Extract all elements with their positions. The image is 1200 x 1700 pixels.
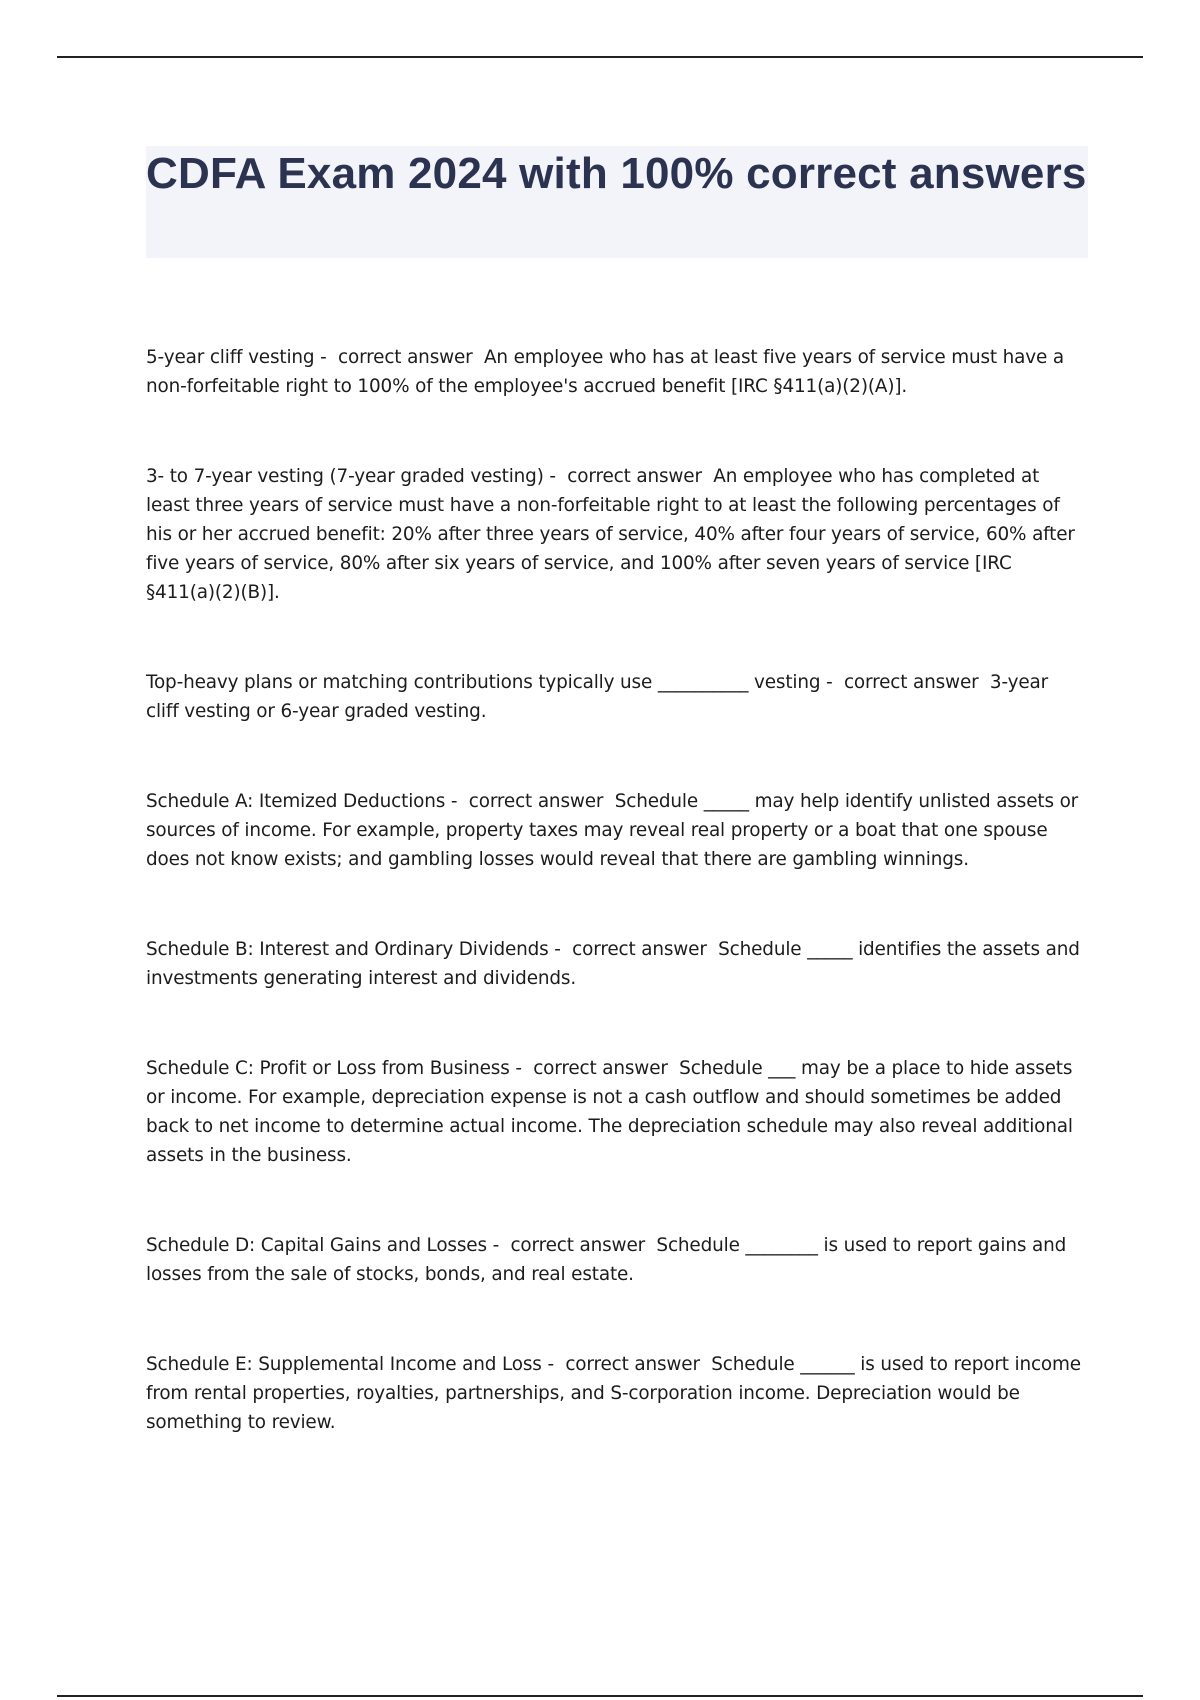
question-text: Schedule C: Profit or Loss from Business [146, 1058, 510, 1079]
qa-item [146, 787, 1086, 874]
question-text: Schedule A: Itemized Deductions [146, 791, 446, 812]
answer-separator: - correct answer [820, 672, 990, 693]
answer-text: Schedule _____ identifies the assets and investments generating interest and dividends. [146, 939, 1080, 989]
qa-item [146, 343, 1086, 401]
answer-separator: - correct answer [548, 939, 719, 960]
question-text: Schedule D: Capital Gains and Losses [146, 1235, 487, 1256]
answer-text: 3-year cliff vesting or 6-year graded vesting. [146, 672, 1049, 722]
qa-item [146, 668, 1086, 726]
answer-separator: - correct answer [445, 791, 615, 812]
title-banner [146, 146, 1088, 258]
answer-text: Schedule ______ is used to report income from rental properties, royalties, partnerships, and S-corporation income. Depreciation would be something to review. [146, 1354, 1081, 1433]
answer-text: Schedule _____ may help identify unlisted assets or sources of income. For example, property taxes may reveal real property or a boat that one spouse does not know exists; and gambling losses would reveal that there are gambling winnings. [146, 791, 1079, 870]
answer-text: An employee who has at least five years of service must have a non-forfeitable right to 100% of the employee's accrued benefit [IRC §411(a)(2)(A)]. [146, 347, 1065, 397]
qa-item [146, 1350, 1086, 1437]
question-text: Schedule E: Supplemental Income and Loss [146, 1354, 542, 1375]
top-rule [57, 56, 1143, 58]
qa-list [146, 343, 1086, 1437]
answer-text: Schedule ________ is used to report gains and losses from the sale of stocks, bonds, and real estate. [146, 1235, 1067, 1285]
answer-separator: - correct answer [541, 1354, 712, 1375]
question-text: Schedule B: Interest and Ordinary Dividends [146, 939, 549, 960]
qa-item [146, 462, 1086, 607]
question-text: Top-heavy plans or matching contributions typically use __________ vesting [146, 672, 821, 693]
answer-separator: - correct answer [314, 347, 484, 368]
answer-separator: - correct answer [543, 466, 714, 487]
bottom-rule [57, 1695, 1143, 1697]
answer-text: Schedule ___ may be a place to hide assets or income. For example, depreciation expense is not a cash outflow and should sometimes be added back to net income to determine actual income. The depreciation schedule may also reveal additional assets in the business. [146, 1058, 1073, 1166]
answer-separator: - correct answer [509, 1058, 680, 1079]
qa-item [146, 1231, 1086, 1289]
answer-separator: - correct answer [486, 1235, 657, 1256]
document-title: CDFA Exam 2024 with 100% correct answers [146, 149, 1087, 198]
qa-item [146, 935, 1086, 993]
answer-text: An employee who has completed at least three years of service must have a non-forfeitable right to at least the following percentages of his or her accrued benefit: 20% after three years of service, 40% after four years of service, 60% after five years of service, 80% after six years of service, and 100% after seven years of service [IRC §411(a)(2)(B)]. [146, 466, 1075, 603]
question-text: 5-year cliff vesting [146, 347, 315, 368]
qa-item [146, 1054, 1086, 1170]
question-text: 3- to 7-year vesting (7-year graded vesting) [146, 466, 544, 487]
